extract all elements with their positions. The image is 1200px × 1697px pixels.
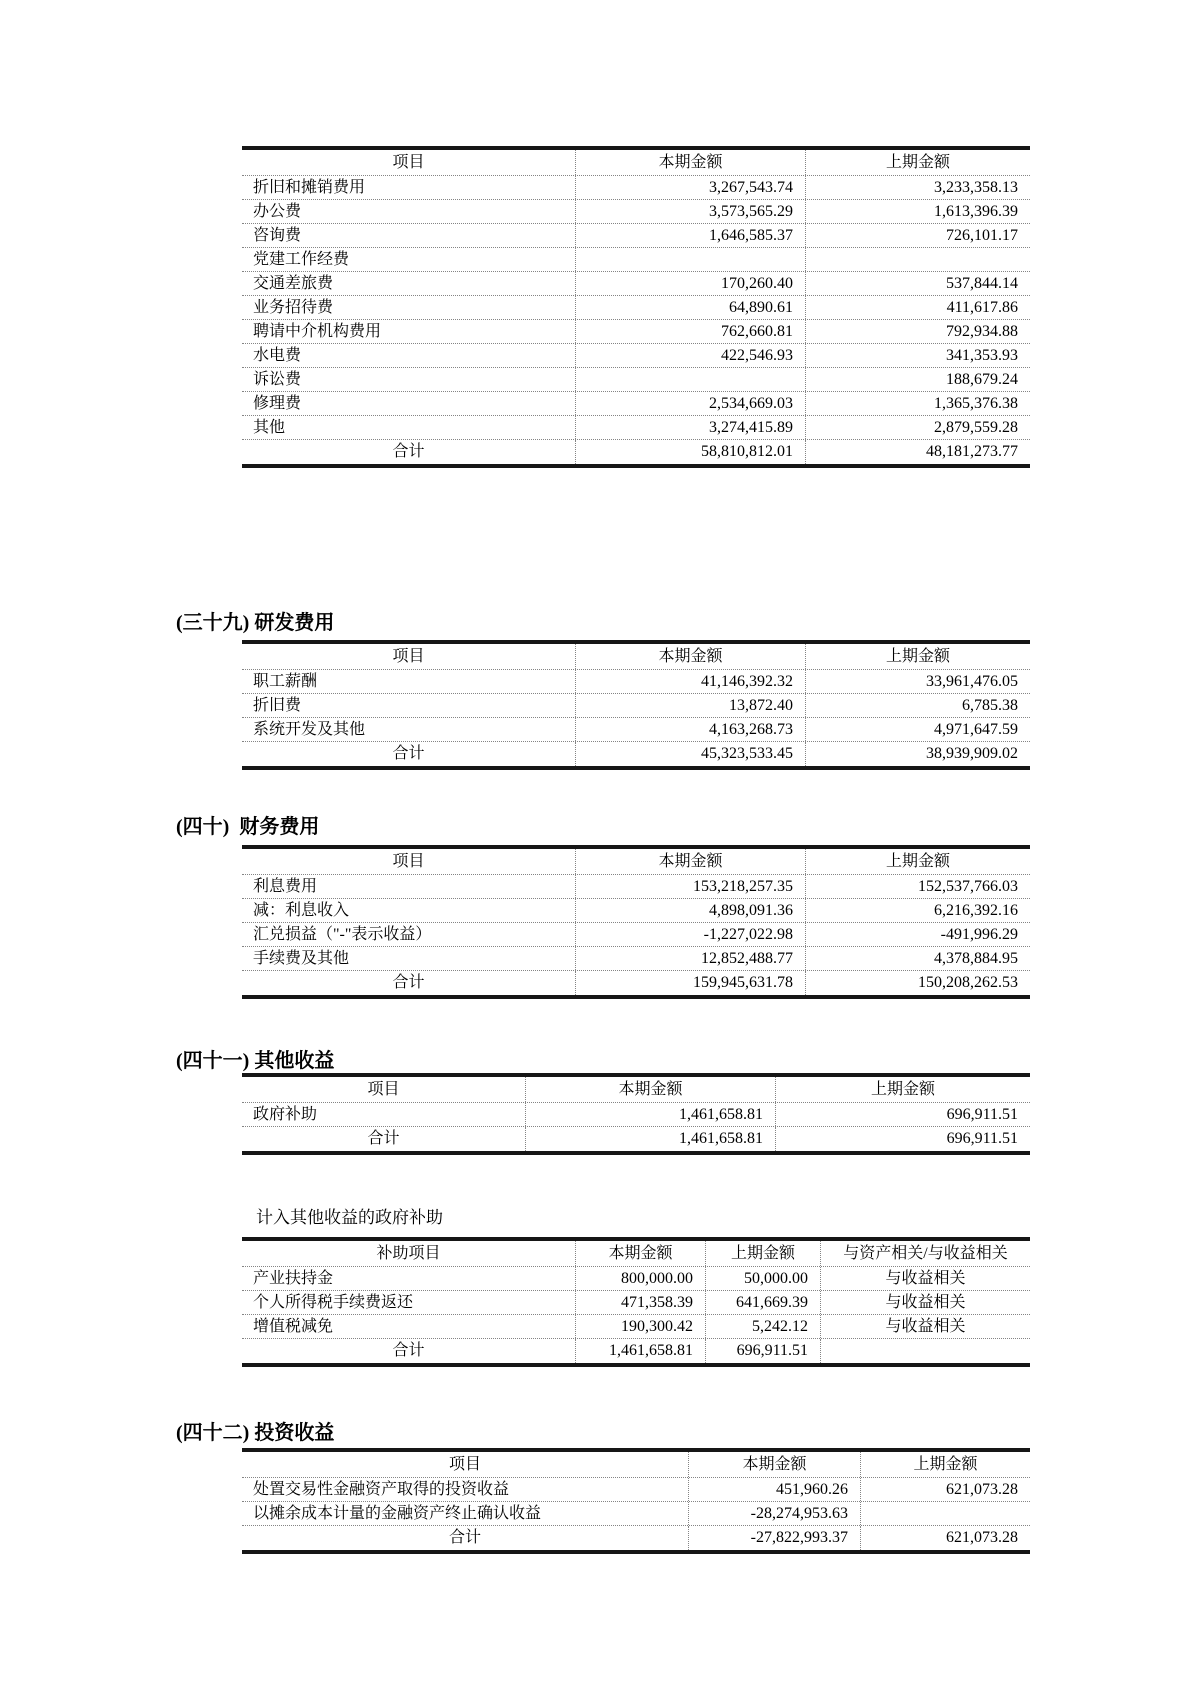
cell-current — [575, 248, 805, 271]
cell-current: 800,000.00 — [575, 1267, 705, 1290]
gov-subsidy-table — [242, 1237, 1030, 1367]
cell-current: -1,227,022.98 — [575, 923, 805, 946]
table-row — [242, 1314, 1030, 1338]
table-row — [242, 319, 1030, 343]
total-cell-current: 1,461,658.81 — [575, 1339, 705, 1363]
total-cell-prior: 696,911.51 — [705, 1339, 820, 1363]
cell-item: 业务招待费 — [253, 298, 334, 316]
cell-current: 1,646,585.37 — [575, 224, 805, 247]
total-cell-prior: 48,181,273.77 — [805, 440, 1030, 464]
table-header-row — [242, 644, 1030, 669]
header-cell-current: 本期金额 — [575, 644, 805, 669]
cell-item: 其他 — [253, 418, 286, 436]
rd-expense-table — [242, 640, 1030, 770]
table-row — [242, 343, 1030, 367]
cell-item: 汇兑损益（"-"表示收益） — [253, 925, 432, 943]
cell-prior: 2,879,559.28 — [805, 416, 1030, 439]
cell-current: 13,872.40 — [575, 694, 805, 717]
header-cell-relation: 与资产相关/与收益相关 — [820, 1241, 1030, 1266]
header-cell-prior: 上期金额 — [805, 849, 1030, 874]
cell-item: 以摊余成本计量的金融资产终止确认收益 — [253, 1504, 542, 1522]
header-cell-item: 补助项目 — [376, 1244, 441, 1262]
cell-current: 2,534,669.03 — [575, 392, 805, 415]
header-cell-prior: 上期金额 — [860, 1452, 1030, 1477]
cell-current: 4,163,268.73 — [575, 718, 805, 741]
cell-current: 3,267,543.74 — [575, 176, 805, 199]
table-row — [242, 669, 1030, 693]
cell-prior: 341,353.93 — [805, 344, 1030, 367]
table-total-row — [242, 1126, 1030, 1151]
gov-subsidy-caption: 计入其他收益的政府补助 — [256, 1208, 443, 1227]
table-row — [242, 1477, 1030, 1501]
cell-relation: 与收益相关 — [820, 1267, 1030, 1290]
financial-expense-table — [242, 845, 1030, 999]
cell-prior: 641,669.39 — [705, 1291, 820, 1314]
header-cell-item: 项目 — [448, 1455, 481, 1473]
cell-item: 产业扶持金 — [253, 1269, 334, 1287]
cell-item: 聘请中介机构费用 — [253, 322, 382, 340]
cell-item: 系统开发及其他 — [253, 720, 366, 738]
table-row — [242, 717, 1030, 741]
table-row — [242, 415, 1030, 439]
cell-prior: 152,537,766.03 — [805, 875, 1030, 898]
cell-prior: 6,216,392.16 — [805, 899, 1030, 922]
cell-prior: 50,000.00 — [705, 1267, 820, 1290]
total-cell-current: 45,323,533.45 — [575, 742, 805, 766]
cell-prior: 621,073.28 — [860, 1478, 1030, 1501]
cell-prior: 4,971,647.59 — [805, 718, 1030, 741]
cell-prior: 411,617.86 — [805, 296, 1030, 319]
investment-income-table — [242, 1448, 1030, 1554]
cell-prior: 33,961,476.05 — [805, 670, 1030, 693]
cell-current: 762,660.81 — [575, 320, 805, 343]
cell-prior — [860, 1502, 1030, 1525]
table-row — [242, 874, 1030, 898]
cell-item: 修理费 — [253, 394, 302, 412]
cell-item: 折旧和摊销费用 — [253, 178, 366, 196]
table-row — [242, 693, 1030, 717]
cell-current: 471,358.39 — [575, 1291, 705, 1314]
total-label: 合计 — [392, 974, 425, 991]
table-total-row — [242, 1525, 1030, 1550]
table-total-row — [242, 439, 1030, 464]
cell-item: 诉讼费 — [253, 370, 302, 388]
cell-item: 折旧费 — [253, 696, 302, 714]
table-row — [242, 391, 1030, 415]
total-cell-current: 58,810,812.01 — [575, 440, 805, 464]
cell-current: 422,546.93 — [575, 344, 805, 367]
cell-item: 咨询费 — [253, 226, 302, 244]
cell-item: 手续费及其他 — [253, 949, 350, 967]
total-label: 合计 — [392, 745, 425, 762]
cell-prior: 696,911.51 — [775, 1103, 1030, 1126]
header-cell-current: 本期金额 — [575, 849, 805, 874]
header-cell-current: 本期金额 — [688, 1452, 860, 1477]
cell-prior: 5,242.12 — [705, 1315, 820, 1338]
cell-current: 170,260.40 — [575, 272, 805, 295]
table-row — [242, 295, 1030, 319]
cell-current: 1,461,658.81 — [525, 1103, 775, 1126]
header-cell-current: 本期金额 — [575, 150, 805, 175]
cell-item: 交通差旅费 — [253, 274, 334, 292]
cell-prior — [805, 248, 1030, 271]
table-total-row — [242, 741, 1030, 766]
total-label: 合计 — [448, 1529, 481, 1546]
table-row — [242, 175, 1030, 199]
section-40-title: (四十) 财务费用 — [176, 816, 320, 838]
total-label: 合计 — [392, 443, 425, 460]
cell-current: 451,960.26 — [688, 1478, 860, 1501]
cell-prior: 6,785.38 — [805, 694, 1030, 717]
header-cell-item: 项目 — [392, 153, 425, 171]
cell-prior: 4,378,884.95 — [805, 947, 1030, 970]
table-header-row — [242, 150, 1030, 175]
total-cell-prior: 621,073.28 — [860, 1526, 1030, 1550]
header-cell-prior: 上期金额 — [805, 644, 1030, 669]
header-cell-item: 项目 — [392, 852, 425, 870]
total-cell-prior: 696,911.51 — [775, 1127, 1030, 1151]
cell-prior: 792,934.88 — [805, 320, 1030, 343]
cell-current: 3,573,565.29 — [575, 200, 805, 223]
table-row — [242, 898, 1030, 922]
cell-item: 利息费用 — [253, 877, 318, 895]
cell-relation: 与收益相关 — [820, 1315, 1030, 1338]
cell-item: 处置交易性金融资产取得的投资收益 — [253, 1480, 510, 1498]
cell-item: 减：利息收入 — [253, 901, 350, 919]
cell-item: 职工薪酬 — [253, 672, 318, 690]
cell-current: 64,890.61 — [575, 296, 805, 319]
table-row — [242, 271, 1030, 295]
cell-prior: 726,101.17 — [805, 224, 1030, 247]
table-total-row — [242, 1338, 1030, 1363]
table-row — [242, 199, 1030, 223]
section-42-title: (四十二) 投资收益 — [176, 1422, 335, 1444]
cell-item: 办公费 — [253, 202, 302, 220]
table-row — [242, 1266, 1030, 1290]
section-41-title: (四十一) 其他收益 — [176, 1050, 335, 1072]
cell-current: -28,274,953.63 — [688, 1502, 860, 1525]
cell-prior: 1,365,376.38 — [805, 392, 1030, 415]
cell-relation: 与收益相关 — [820, 1291, 1030, 1314]
cell-item: 政府补助 — [253, 1105, 318, 1123]
cell-item: 个人所得税手续费返还 — [253, 1293, 414, 1311]
table-row — [242, 1501, 1030, 1525]
cell-prior: 1,613,396.39 — [805, 200, 1030, 223]
header-cell-prior: 上期金额 — [705, 1241, 820, 1266]
total-cell-prior: 38,939,909.02 — [805, 742, 1030, 766]
header-cell-item: 项目 — [367, 1080, 400, 1098]
cell-current: 3,274,415.89 — [575, 416, 805, 439]
total-label: 合计 — [392, 1342, 425, 1359]
table-row — [242, 247, 1030, 271]
table-row — [242, 946, 1030, 970]
cell-prior: -491,996.29 — [805, 923, 1030, 946]
cell-prior: 3,233,358.13 — [805, 176, 1030, 199]
total-label: 合计 — [367, 1130, 400, 1147]
total-cell-current: 159,945,631.78 — [575, 971, 805, 995]
header-cell-current: 本期金额 — [525, 1077, 775, 1102]
table-row — [242, 1290, 1030, 1314]
section-39-title: (三十九) 研发费用 — [176, 612, 335, 634]
expense-detail-table — [242, 146, 1030, 468]
cell-prior: 188,679.24 — [805, 368, 1030, 391]
cell-prior: 537,844.14 — [805, 272, 1030, 295]
table-header-row — [242, 1077, 1030, 1102]
total-cell-relation — [820, 1339, 1030, 1363]
table-total-row — [242, 970, 1030, 995]
cell-current: 4,898,091.36 — [575, 899, 805, 922]
other-income-table — [242, 1073, 1030, 1155]
total-cell-prior: 150,208,262.53 — [805, 971, 1030, 995]
header-cell-prior: 上期金额 — [775, 1077, 1030, 1102]
cell-current — [575, 368, 805, 391]
table-header-row — [242, 1452, 1030, 1477]
table-header-row — [242, 1241, 1030, 1266]
cell-current: 153,218,257.35 — [575, 875, 805, 898]
header-cell-item: 项目 — [392, 647, 425, 665]
table-header-row — [242, 849, 1030, 874]
total-cell-current: 1,461,658.81 — [525, 1127, 775, 1151]
table-row — [242, 1102, 1030, 1126]
cell-item: 党建工作经费 — [253, 250, 350, 268]
cell-current: 41,146,392.32 — [575, 670, 805, 693]
header-cell-current: 本期金额 — [575, 1241, 705, 1266]
cell-item: 增值税减免 — [253, 1317, 334, 1335]
table-row — [242, 922, 1030, 946]
table-row — [242, 223, 1030, 247]
total-cell-current: -27,822,993.37 — [688, 1526, 860, 1550]
cell-current: 12,852,488.77 — [575, 947, 805, 970]
table-row — [242, 367, 1030, 391]
cell-current: 190,300.42 — [575, 1315, 705, 1338]
cell-item: 水电费 — [253, 346, 302, 364]
header-cell-prior: 上期金额 — [805, 150, 1030, 175]
